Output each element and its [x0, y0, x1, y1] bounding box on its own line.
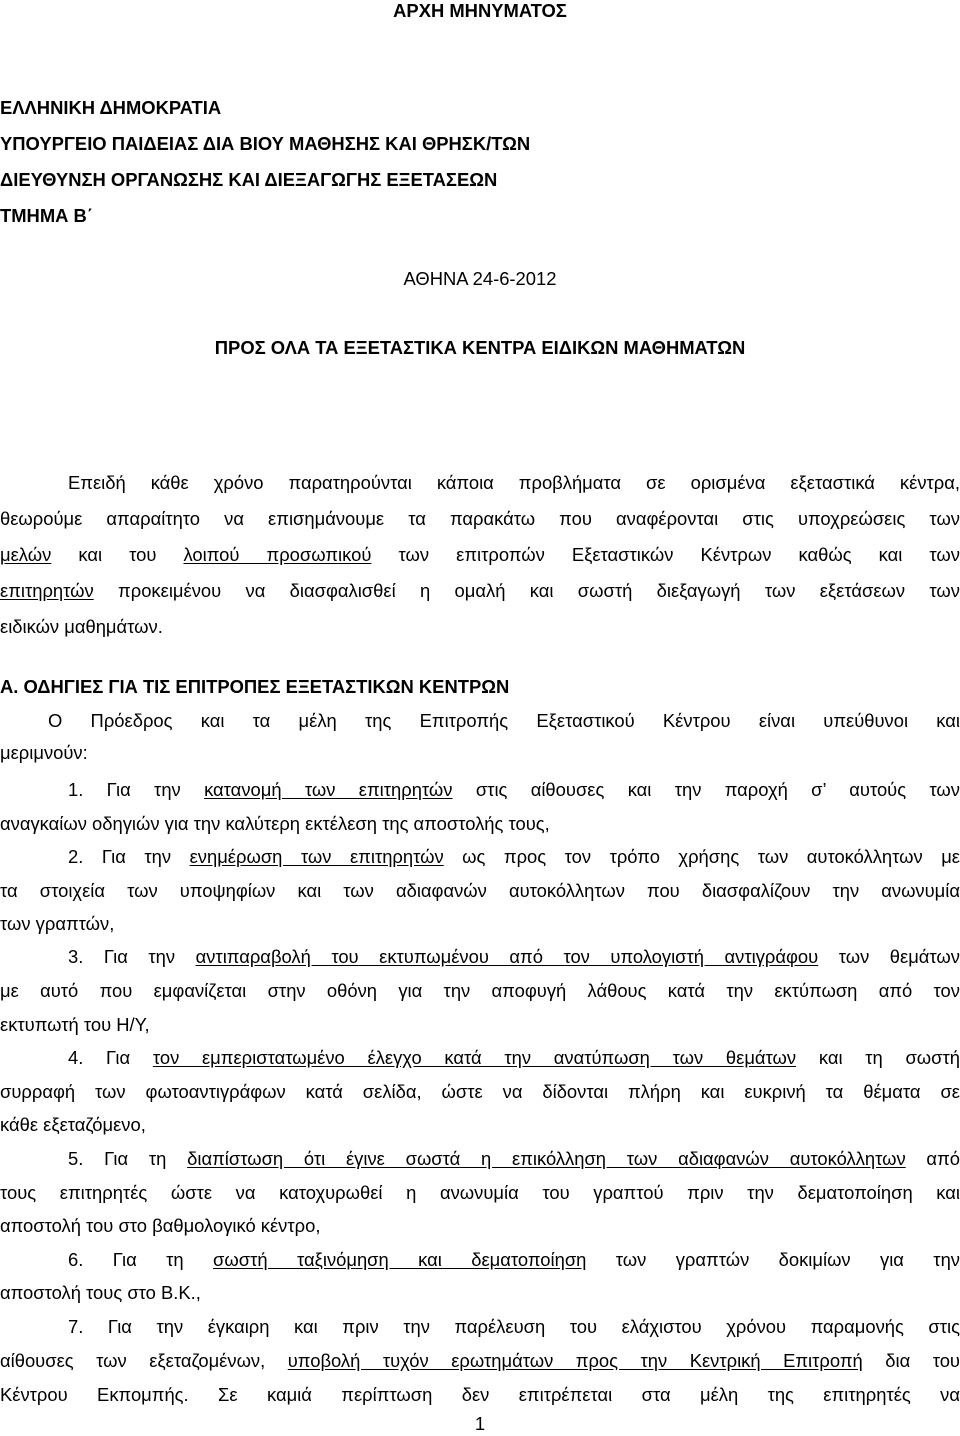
recipients-line: ΠΡΟΣ ΟΛΑ ΤΑ ΕΞΕΤΑΣΤΙΚΑ ΚΕΝΤΡΑ ΕΙΔΙΚΩΝ ΜΑΘΗΜΑΤΩΝ: [214, 337, 746, 358]
item-4-line-1: 4. Για τον εμπεριστατωμένο έλεγχο κατά την ανατύπωση των θεμάτων και τη σωστή: [68, 1047, 960, 1068]
section-a-heading: Α. ΟΔΗΓΙΕΣ ΓΙΑ ΤΙΣ ΕΠΙΤΡΟΠΕΣ ΕΞΕΤΑΣΤΙΚΩΝ ΚΕΝΤΡΩΝ: [0, 676, 510, 697]
item-6-line-1: 6. Για τη σωστή ταξινόμηση και δεματοποίηση των γραπτών δοκιμίων για την: [68, 1249, 960, 1270]
item-5-line-3: αποστολή του στο βαθμολογικό κέντρο,: [0, 1215, 321, 1236]
intro-line-3: μελών και του λοιπού προσωπικού των επιτροπών Εξεταστικών Κέντρων καθώς και των: [0, 544, 960, 565]
item-7-underline: υποβολή τυχόν ερωτημάτων προς την Κεντρική Επιτροπή: [287, 1350, 863, 1371]
ministry-header: ΥΠΟΥΡΓΕΙΟ ΠΑΙΔΕΙΑΣ ΔΙΑ ΒΙΟΥ ΜΑΘΗΣΗΣ ΚΑΙ ΘΡΗΣΚ/ΤΩΝ: [0, 133, 531, 154]
intro-line-4: επιτηρητών προκειμένου να διασφαλισθεί η ομαλή και σωστή διεξαγωγή των εξετάσεων των: [0, 580, 960, 601]
item-1-line-2: αναγκαίων οδηγιών για την καλύτερη εκτέλεση της αποστολής τους,: [0, 813, 550, 834]
item-5-underline: διαπίστωση ότι έγινε σωστά η επικόλληση των αδιαφανών αυτοκόλλητων: [187, 1148, 906, 1169]
document-start-label: ΑΡΧΗ ΜΗΝΥΜΑΤΟΣ: [393, 0, 567, 21]
underlined-supervisors: επιτηρητών: [0, 580, 94, 601]
item-4-line-2: συρραφή των φωτοαντιγράφων κατά σελίδα, ώστε να δίδονται πλήρη και ευκρινή τα θέματα σε: [0, 1081, 960, 1102]
item-2-line-2: τα στοιχεία των υποψηφίων και των αδιαφανών αυτοκόλλητων που διασφαλίζουν την ανωνυμία: [0, 880, 960, 901]
page-number: 1: [474, 1413, 486, 1434]
item-7-line-3: Κέντρου Εκπομπής. Σε καμιά περίπτωση δεν επιτρέπεται στα μέλη της επιτηρητές να: [0, 1384, 960, 1405]
intro-line-2: θεωρούμε απαραίτητο να επισημάνουμε τα παρακάτω που αναφέρονται στις υποχρεώσεις των: [0, 508, 960, 529]
item-6-underline: σωστή ταξινόμηση και δεματοποίηση: [213, 1249, 587, 1270]
place-date: ΑΘΗΝΑ 24-6-2012: [403, 268, 557, 289]
item-2-underline: ενημέρωση των επιτηρητών: [189, 846, 444, 867]
item-7-line-2: αίθουσες των εξεταζομένων, υποβολή τυχόν ερωτημάτων προς την Κεντρική Επιτροπή δια του: [0, 1350, 960, 1371]
underlined-members: μελών: [0, 544, 52, 565]
intro-line-5: ειδικών μαθημάτων.: [0, 616, 163, 637]
item-2-line-3: των γραπτών,: [0, 913, 115, 934]
item-1-line-1: 1. Για την κατανομή των επιτηρητών στις αίθουσες και την παροχή σ’ αυτούς των: [68, 779, 960, 800]
country-header: ΕΛΛΗΝΙΚΗ ΔΗΜΟΚΡΑΤΙΑ: [0, 97, 222, 118]
underlined-staff: λοιπού προσωπικού: [183, 544, 372, 565]
item-3-line-1: 3. Για την αντιπαραβολή του εκτυπωμένου από τον υπολογιστή αντιγράφου των θεμάτων: [68, 946, 960, 967]
item-3-line-3: εκτυπωτή του Η/Υ,: [0, 1014, 150, 1035]
department-header: ΤΜΗΜΑ Β΄: [0, 205, 93, 226]
directorate-header: ΔΙΕΥΘΥΝΣΗ ΟΡΓΑΝΩΣΗΣ ΚΑΙ ΔΙΕΞΑΓΩΓΗΣ ΕΞΕΤΑΣΕΩΝ: [0, 169, 498, 190]
item-4-line-3: κάθε εξεταζόμενο,: [0, 1114, 146, 1135]
section-a-lead-2: μεριμνούν:: [0, 742, 88, 763]
item-6-line-2: αποστολή τους στο Β.Κ.,: [0, 1282, 201, 1303]
item-3-line-2: με αυτό που εμφανίζεται στην οθόνη για την αποφυγή λάθους κατά την εκτύπωση από τον: [0, 980, 960, 1001]
item-7-line-1: 7. Για την έγκαιρη και πριν την παρέλευση του ελάχιστου χρόνου παραμονής στις: [68, 1316, 960, 1337]
section-a-lead-1: Ο Πρόεδρος και τα μέλη της Επιτροπής Εξεταστικού Κέντρου είναι υπεύθυνοι και: [48, 710, 960, 731]
item-5-line-2: τους επιτηρητές ώστε να κατοχυρωθεί η ανωνυμία του γραπτού πριν την δεματοποίηση και: [0, 1182, 960, 1203]
item-2-line-1: 2. Για την ενημέρωση των επιτηρητών ως προς τον τρόπο χρήσης των αυτοκόλλητων με: [68, 846, 960, 867]
item-1-underline: κατανομή των επιτηρητών: [204, 779, 453, 800]
item-5-line-1: 5. Για τη διαπίστωση ότι έγινε σωστά η επικόλληση των αδιαφανών αυτοκόλλητων από: [68, 1148, 960, 1169]
item-3-underline: αντιπαραβολή του εκτυπωμένου από τον υπολογιστή αντιγράφου: [195, 946, 819, 967]
intro-line-1: Επειδή κάθε χρόνο παρατηρούνται κάποια προβλήματα σε ορισμένα εξεταστικά κέντρα,: [68, 472, 960, 493]
item-4-underline: τον εμπεριστατωμένο έλεγχο κατά την ανατύπωση των θεμάτων: [152, 1047, 797, 1068]
